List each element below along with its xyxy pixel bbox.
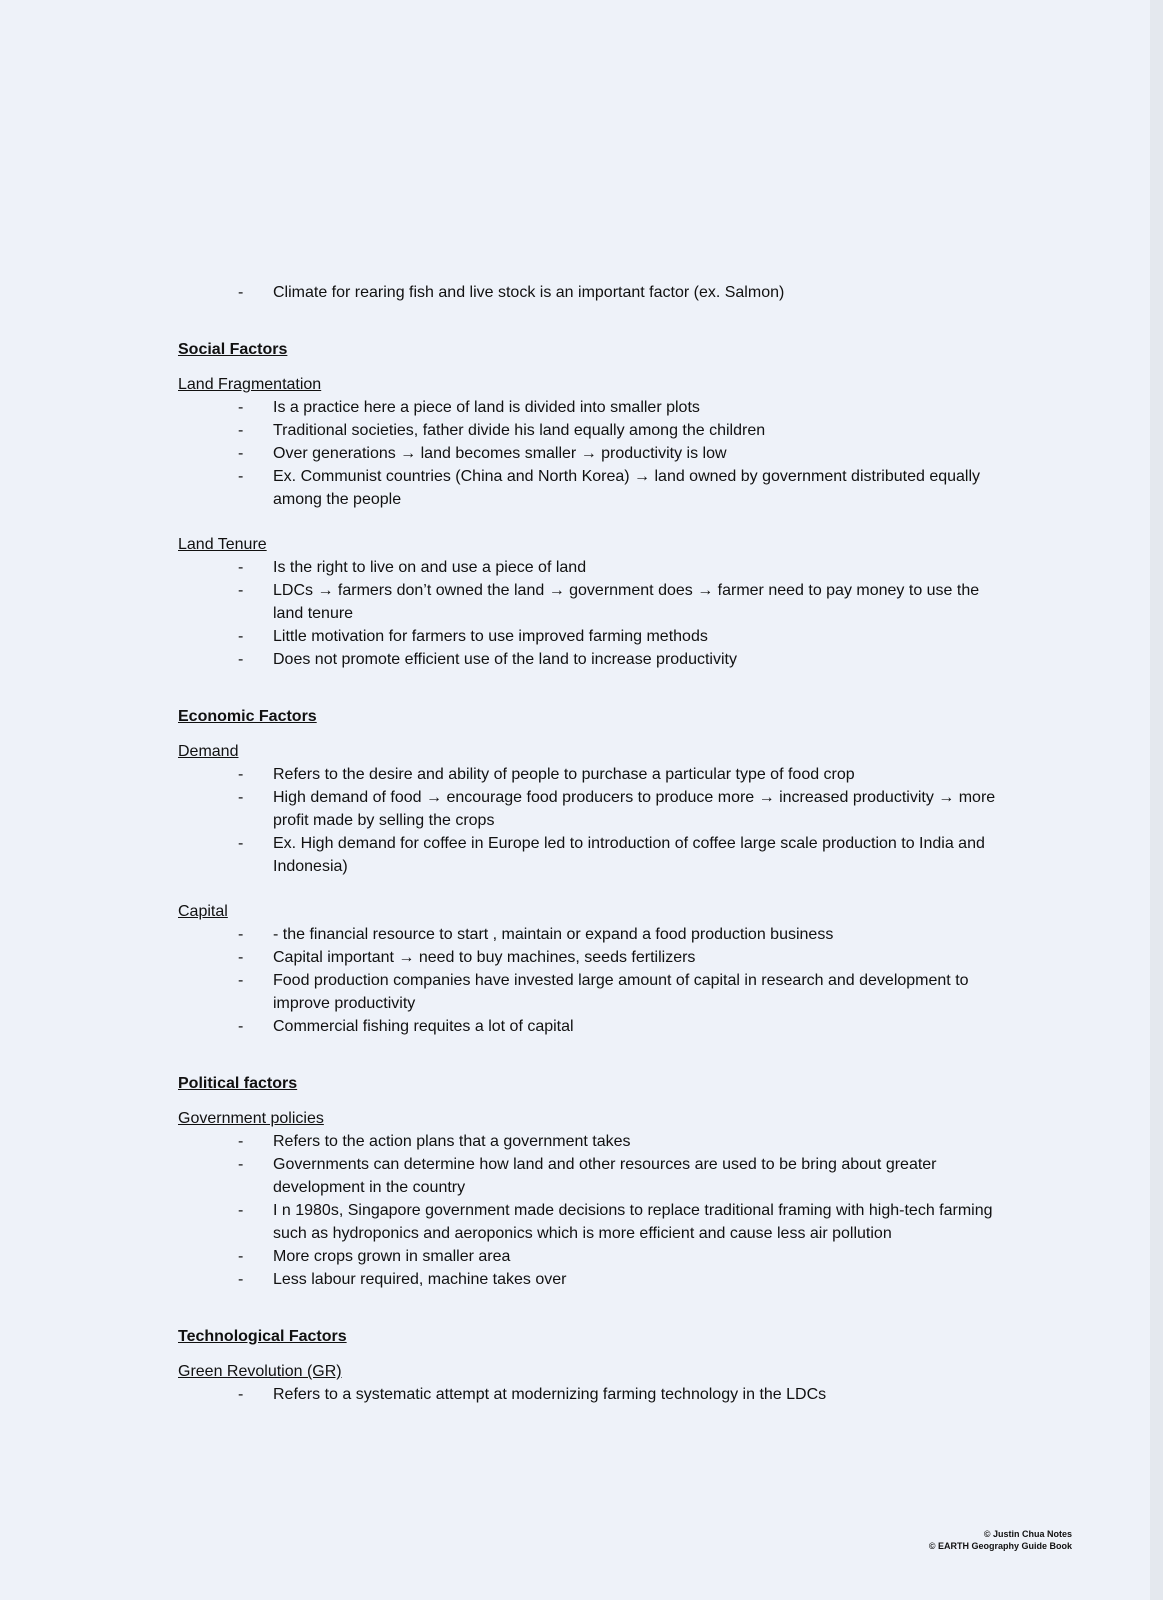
list-land-fragmentation: [178, 396, 998, 511]
list-item: - Over generations → land becomes smaller → productivity is low: [178, 442, 998, 465]
list-item: - Food production companies have invested large amount of capital in research and development to improve productivity: [178, 969, 998, 1015]
notes-content: [178, 281, 998, 1406]
list-item: - Climate for rearing fish and live stock is an important factor (ex. Salmon): [178, 281, 998, 304]
subheading-demand: Demand: [178, 743, 239, 760]
list-item: - I n 1980s, Singapore government made decisions to replace traditional framing with high-tech farming such as hydroponics and aeroponics which is more efficient and cause less air pollution: [178, 1199, 998, 1245]
list-item: - Refers to the action plans that a government takes: [178, 1130, 998, 1153]
subheading-land-tenure: Land Tenure: [178, 536, 267, 553]
list-item: - Little motivation for farmers to use improved farming methods: [178, 625, 998, 648]
subheading-capital: Capital: [178, 903, 228, 920]
list-capital: [178, 923, 998, 1038]
page-edge: [1150, 0, 1163, 1600]
list-item: - Commercial fishing requites a lot of capital: [178, 1015, 998, 1038]
list-item: - Less labour required, machine takes over: [178, 1268, 998, 1291]
list-item: - Is a practice here a piece of land is divided into smaller plots: [178, 396, 998, 419]
list-item: - Capital important → need to buy machines, seeds fertilizers: [178, 946, 998, 969]
list-demand: [178, 763, 998, 878]
list-item: - More crops grown in smaller area: [178, 1245, 998, 1268]
subheading-government-policies: Government policies: [178, 1110, 324, 1127]
list-item: - Ex. High demand for coffee in Europe led to introduction of coffee large scale production to India and Indonesia): [178, 832, 998, 878]
list-item: - Ex. Communist countries (China and North Korea) → land owned by government distributed equally among the people: [178, 465, 998, 511]
list-item: - Traditional societies, father divide his land equally among the children: [178, 419, 998, 442]
subheading-land-fragmentation: Land Fragmentation: [178, 376, 322, 393]
list-item: - Is the right to live on and use a piece of land: [178, 556, 998, 579]
list-government-policies: [178, 1130, 998, 1291]
list-item: - Does not promote efficient use of the land to increase productivity: [178, 648, 998, 671]
copyright-line-notes: © Justin Chua Notes: [983, 1529, 1072, 1539]
copyright-footer: [929, 1528, 1072, 1552]
section-heading-economic: Economic Factors: [178, 708, 317, 725]
section-heading-technological: Technological Factors: [178, 1328, 347, 1345]
list-item: - LDCs → farmers don’t owned the land → government does → farmer need to pay money to use the land tenure: [178, 579, 998, 625]
list-item: - - the financial resource to start , maintain or expand a food production business: [178, 923, 998, 946]
subheading-green-revolution: Green Revolution (GR): [178, 1363, 342, 1380]
list-green-revolution: [178, 1383, 998, 1406]
section-heading-social: Social Factors: [178, 341, 288, 358]
list-item: - Refers to a systematic attempt at modernizing farming technology in the LDCs: [178, 1383, 998, 1406]
section-heading-political: Political factors: [178, 1075, 298, 1092]
intro-list: [178, 281, 998, 304]
list-land-tenure: [178, 556, 998, 671]
copyright-line-book: © EARTH Geography Guide Book: [928, 1541, 1072, 1551]
list-item: - High demand of food → encourage food producers to produce more → increased productivity → more profit made by selling the crops: [178, 786, 998, 832]
list-item: - Refers to the desire and ability of people to purchase a particular type of food crop: [178, 763, 998, 786]
list-item: - Governments can determine how land and other resources are used to be bring about greater development in the country: [178, 1153, 998, 1199]
